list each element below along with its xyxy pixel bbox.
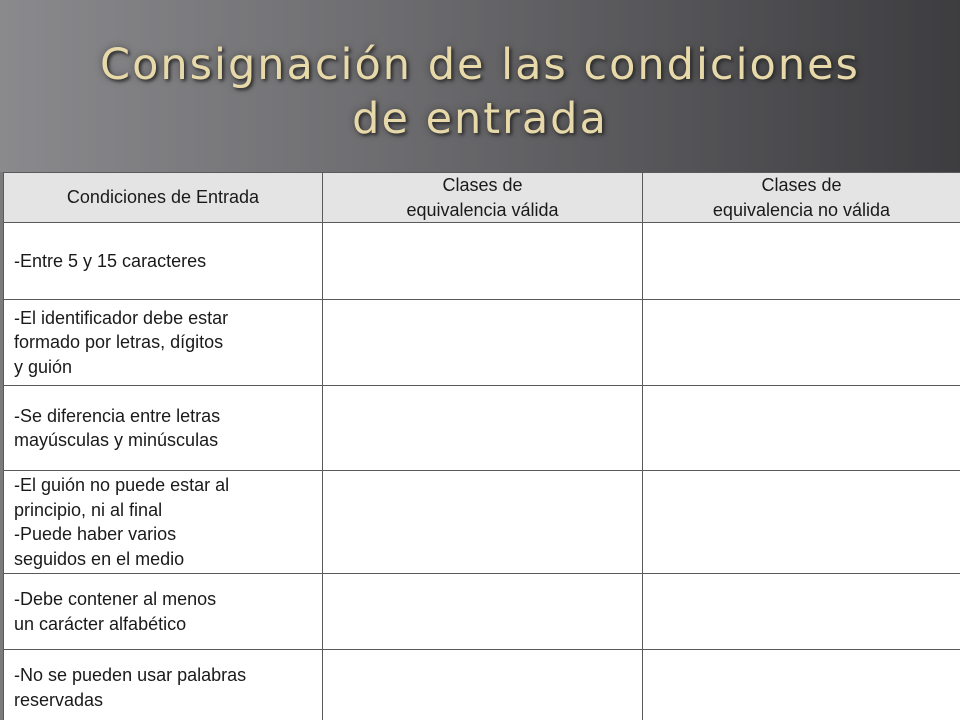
invalid-class-cell[interactable] <box>643 300 960 386</box>
valid-class-cell[interactable] <box>323 574 643 650</box>
table-row <box>4 223 960 300</box>
table-row <box>4 650 960 720</box>
header-valid-classes: Clases de equivalencia válida <box>323 173 643 223</box>
condition-cell: -Se diferencia entre letras mayúsculas y minúsculas <box>4 386 323 471</box>
table-row <box>4 386 960 471</box>
invalid-class-cell[interactable] <box>643 223 960 300</box>
slide-title-line-2: de entrada <box>352 94 608 144</box>
header-conditions: Condiciones de Entrada <box>4 173 323 223</box>
invalid-class-cell[interactable] <box>643 471 960 574</box>
equivalence-table <box>3 172 960 720</box>
invalid-class-cell[interactable] <box>643 650 960 720</box>
equivalence-table-container <box>3 172 960 720</box>
valid-class-cell[interactable] <box>323 471 643 574</box>
condition-cell: -No se pueden usar palabras reservadas <box>4 650 323 720</box>
header-invalid-classes: Clases de equivalencia no válida <box>643 173 960 223</box>
table-row <box>4 300 960 386</box>
slide-title <box>0 38 960 146</box>
condition-cell: -Debe contener al menos un carácter alfabético <box>4 574 323 650</box>
slide-title-line-1: Consignación de las condiciones <box>100 40 860 90</box>
valid-class-cell[interactable] <box>323 386 643 471</box>
condition-cell: -Entre 5 y 15 caracteres <box>4 223 323 300</box>
condition-cell: -El guión no puede estar al principio, ni al final -Puede haber varios seguidos en el medio <box>4 471 323 574</box>
table-header-row <box>4 173 960 223</box>
valid-class-cell[interactable] <box>323 300 643 386</box>
table-row <box>4 471 960 574</box>
invalid-class-cell[interactable] <box>643 574 960 650</box>
invalid-class-cell[interactable] <box>643 386 960 471</box>
valid-class-cell[interactable] <box>323 650 643 720</box>
table-row <box>4 574 960 650</box>
condition-cell: -El identificador debe estar formado por letras, dígitos y guión <box>4 300 323 386</box>
valid-class-cell[interactable] <box>323 223 643 300</box>
